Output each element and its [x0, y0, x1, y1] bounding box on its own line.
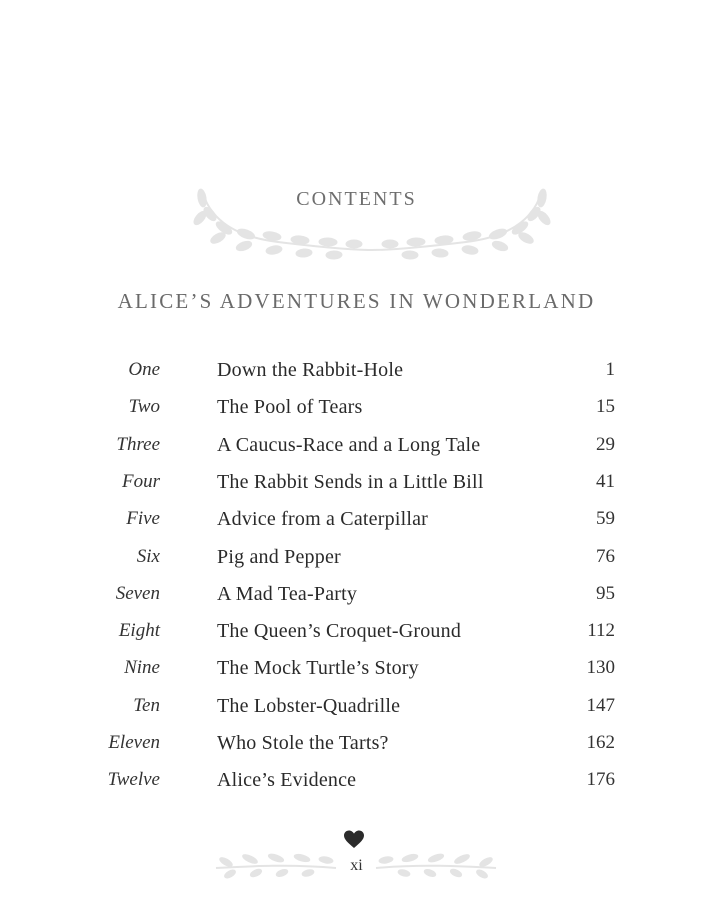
toc-entry[interactable]	[0, 763, 713, 800]
chapter-number: Eleven	[108, 732, 160, 753]
chapter-number: Twelve	[107, 769, 160, 791]
toc-entry[interactable]	[0, 428, 713, 465]
chapter-title[interactable]: The Mock Turtle’s Story	[217, 657, 419, 680]
toc-entry[interactable]	[0, 502, 713, 539]
chapter-title[interactable]: Alice’s Evidence	[217, 769, 357, 792]
page-number: 41	[596, 470, 615, 492]
chapter-number: Three	[116, 433, 160, 455]
page-number: 59	[596, 508, 615, 530]
chapter-title[interactable]: The Lobster-Quadrille	[217, 694, 401, 717]
chapter-number: One	[128, 359, 160, 380]
page-number: 162	[586, 732, 615, 753]
toc-entry[interactable]	[0, 577, 713, 614]
chapter-number: Five	[126, 508, 160, 530]
toc-entry[interactable]	[0, 614, 713, 651]
toc-entry[interactable]	[0, 689, 713, 726]
chapter-number: Six	[136, 545, 160, 567]
chapter-title[interactable]: A Mad Tea-Party	[217, 582, 358, 605]
contents-heading: CONTENTS	[296, 188, 417, 210]
page-number: 147	[586, 694, 615, 716]
toc-entry[interactable]	[0, 465, 713, 502]
page-number: 95	[596, 582, 615, 604]
page-number: 130	[586, 657, 615, 679]
chapter-title[interactable]: Who Stole the Tarts?	[217, 732, 389, 754]
chapter-title[interactable]: A Caucus-Race and a Long Tale	[217, 433, 481, 456]
toc-entry[interactable]	[0, 726, 713, 763]
chapter-title[interactable]: The Queen’s Croquet-Ground	[217, 620, 462, 643]
chapter-number: Nine	[124, 657, 160, 679]
chapter-number: Four	[122, 470, 160, 492]
chapter-number: Eight	[118, 620, 160, 642]
toc-entry[interactable]	[0, 353, 713, 390]
page-number: 1	[605, 359, 615, 380]
toc-entry[interactable]	[0, 390, 713, 427]
page-number: 15	[596, 396, 615, 418]
chapter-number: Ten	[133, 694, 160, 716]
book-title: ALICE’S ADVENTURES IN WONDERLAND	[117, 289, 596, 313]
toc-entry[interactable]	[0, 651, 713, 688]
chapter-title[interactable]: The Rabbit Sends in a Little Bill	[217, 470, 484, 493]
page-number: 176	[586, 769, 615, 791]
chapter-title[interactable]: The Pool of Tears	[217, 396, 363, 419]
heart-icon	[344, 830, 364, 850]
chapter-title[interactable]: Down the Rabbit-Hole	[217, 359, 404, 381]
chapter-number: Seven	[115, 582, 160, 604]
chapter-title[interactable]: Pig and Pepper	[217, 545, 341, 568]
toc-entry[interactable]	[0, 540, 713, 577]
page-folio: xi	[350, 857, 363, 874]
chapter-title[interactable]: Advice from a Caterpillar	[217, 508, 429, 531]
chapter-number: Two	[128, 396, 160, 418]
page-number: 76	[596, 545, 615, 567]
page-number: 112	[587, 620, 615, 642]
page-number: 29	[596, 433, 615, 455]
